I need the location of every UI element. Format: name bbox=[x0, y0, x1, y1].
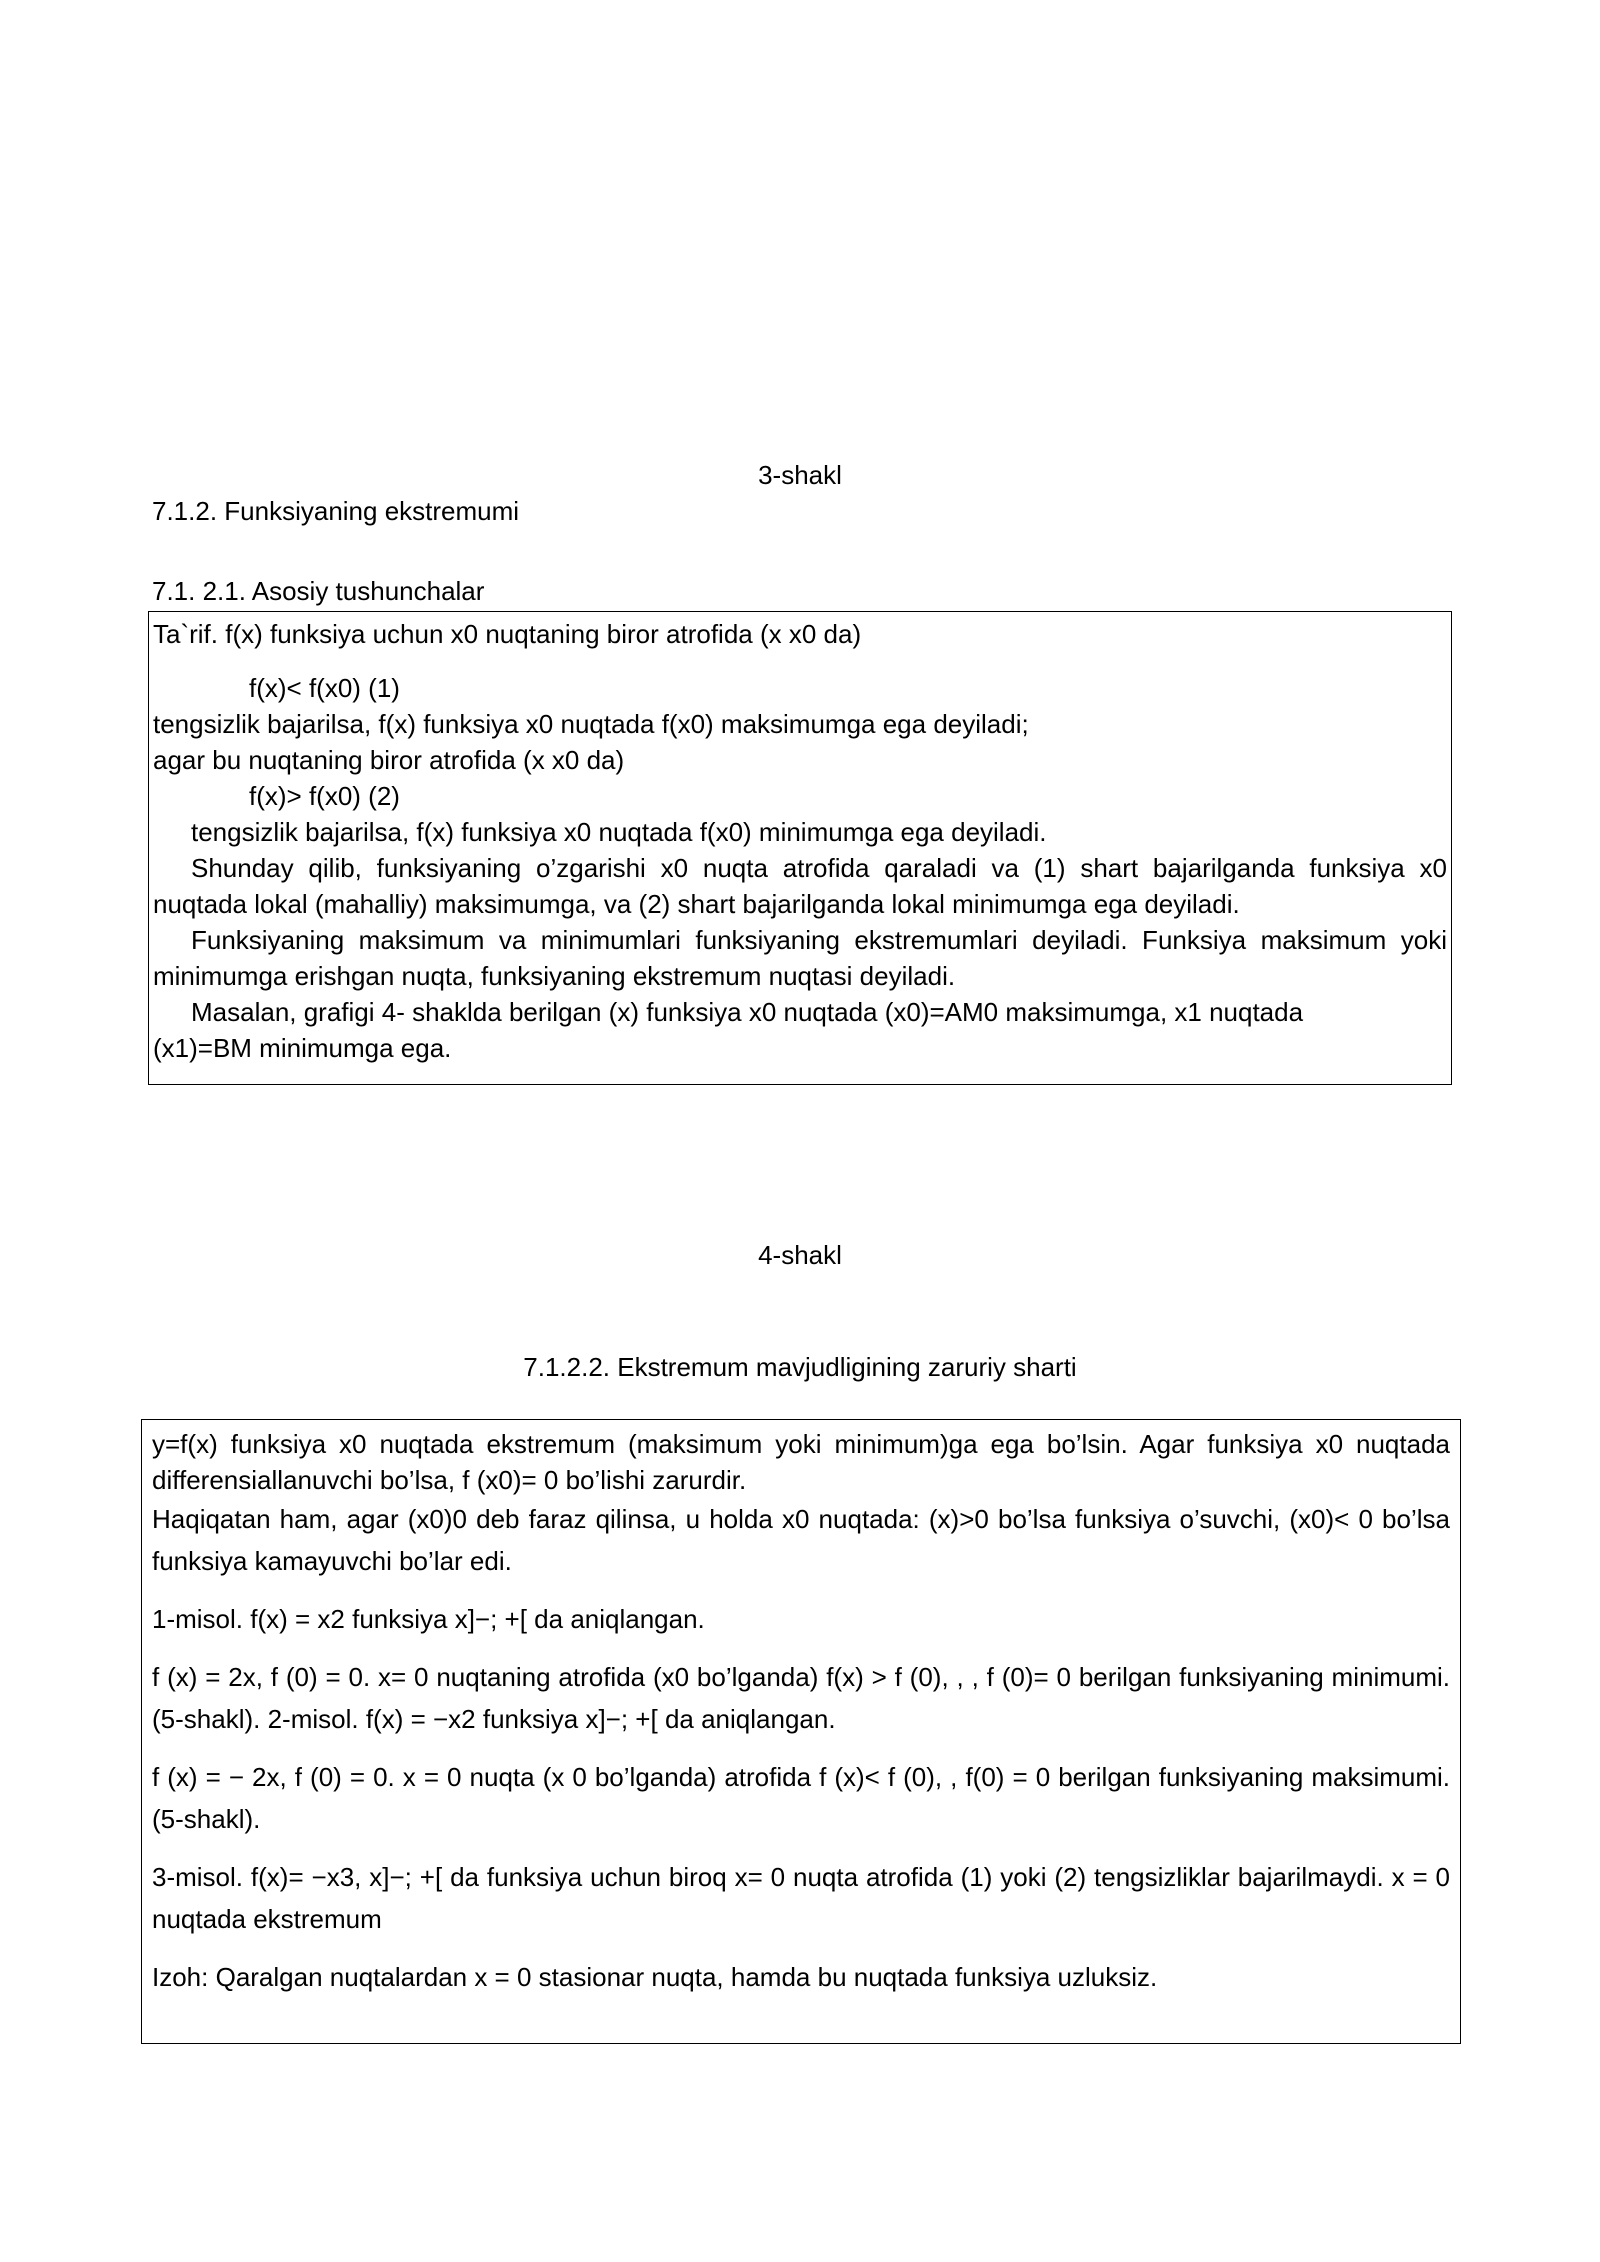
example-line-1: Masalan, grafigi 4- shaklda berilgan (x) funksiya x0 nuqtada (x0)=AM0 maksimumga, x1 nuqtada bbox=[191, 997, 1304, 1027]
example-1-paragraph: 1-misol. f(x) = x2 funksiya x]−; +[ da aniqlangan. bbox=[152, 1604, 705, 1634]
local-extremum-paragraph: Shunday qilib, funksiyaning o’zgarishi x0 nuqta atrofida qaraladi va (1) shart bajarilganda funksiya x0 nuqtada lokal (mahalliy) maksimumga, va (2) shart bajarilganda lokal minimumga ega deyiladi. bbox=[153, 853, 1447, 919]
definition-box bbox=[148, 611, 1452, 1085]
figure-4-caption: 4-shakl bbox=[758, 1240, 842, 1270]
subsection-title-basic-concepts: 7.1. 2.1. Asosiy tushunchalar bbox=[152, 576, 485, 606]
definition-line: Ta`rif. f(x) funksiya uchun x0 nuqtaning biror atrofida (x x0 da) bbox=[153, 619, 862, 649]
inequality-1: f(x)< f(x0) (1) bbox=[249, 673, 400, 703]
extremum-definition-paragraph: Funksiyaning maksimum va minimumlari funksiyaning ekstremumlari deyiladi. Funksiya maksimum yoki minimumga erishgan nuqta, funksiyaning ekstremum nuqtasi deyiladi. bbox=[153, 925, 1447, 991]
neighborhood-line: agar bu nuqtaning biror atrofida (x x0 da) bbox=[153, 745, 625, 775]
subsection-title-necessary-condition: 7.1.2.2. Ekstremum mavjudligining zaruriy sharti bbox=[523, 1352, 1077, 1382]
inequality-2: f(x)> f(x0) (2) bbox=[249, 781, 400, 811]
example-line-2: (x1)=BM minimumga ega. bbox=[153, 1033, 452, 1063]
example-1-solution-paragraph: f (x) = 2x, f (0) = 0. x= 0 nuqtaning atrofida (x0 bo’lganda) f(x) > f (0), , , f (0)= 0 berilgan funksiyaning minimumi. (5-shakl). 2-misol. f(x) = −x2 funksiya x]−; +[ da aniqlangan. bbox=[152, 1662, 1450, 1734]
necessary-condition-box bbox=[141, 1419, 1461, 2044]
minimum-definition-line: tengsizlik bajarilsa, f(x) funksiya x0 nuqtada f(x0) minimumga ega deyiladi. bbox=[191, 817, 1047, 847]
example-3-paragraph: 3-misol. f(x)= −x3, x]−; +[ da funksiya uchun biroq x= 0 nuqta atrofida (1) yoki (2) tengsizliklar bajarilmaydi. x = 0 nuqtada ekstremum bbox=[152, 1862, 1450, 1934]
statement-paragraph: y=f(x) funksiya x0 nuqtada ekstremum (maksimum yoki minimum)ga ega bo’lsin. Agar funksiya x0 nuqtada differensiallanuvchi bo’lsa, f (x0)= 0 bo’lishi zarurdir. bbox=[152, 1429, 1450, 1495]
example-2-solution-paragraph: f (x) = − 2x, f (0) = 0. x = 0 nuqta (x 0 bo’lganda) atrofida f (x)< f (0), , f(0) = 0 berilgan funksiyaning maksimumi. (5-shakl). bbox=[152, 1762, 1450, 1834]
figure-3-caption: 3-shakl bbox=[758, 460, 842, 490]
proof-paragraph: Haqiqatan ham, agar (x0)0 deb faraz qilinsa, u holda x0 nuqtada: (x)>0 bo’lsa funksiya o’suvchi, (x0)< 0 bo’lsa funksiya kamayuvchi bo’lar edi. bbox=[152, 1504, 1450, 1576]
note-paragraph: Izoh: Qaralgan nuqtalardan x = 0 stasionar nuqta, hamda bu nuqtada funksiya uzluksiz. bbox=[152, 1962, 1158, 1992]
maximum-definition-line: tengsizlik bajarilsa, f(x) funksiya x0 nuqtada f(x0) maksimumga ega deyiladi; bbox=[153, 709, 1029, 739]
section-title: 7.1.2. Funksiyaning ekstremumi bbox=[152, 496, 520, 526]
